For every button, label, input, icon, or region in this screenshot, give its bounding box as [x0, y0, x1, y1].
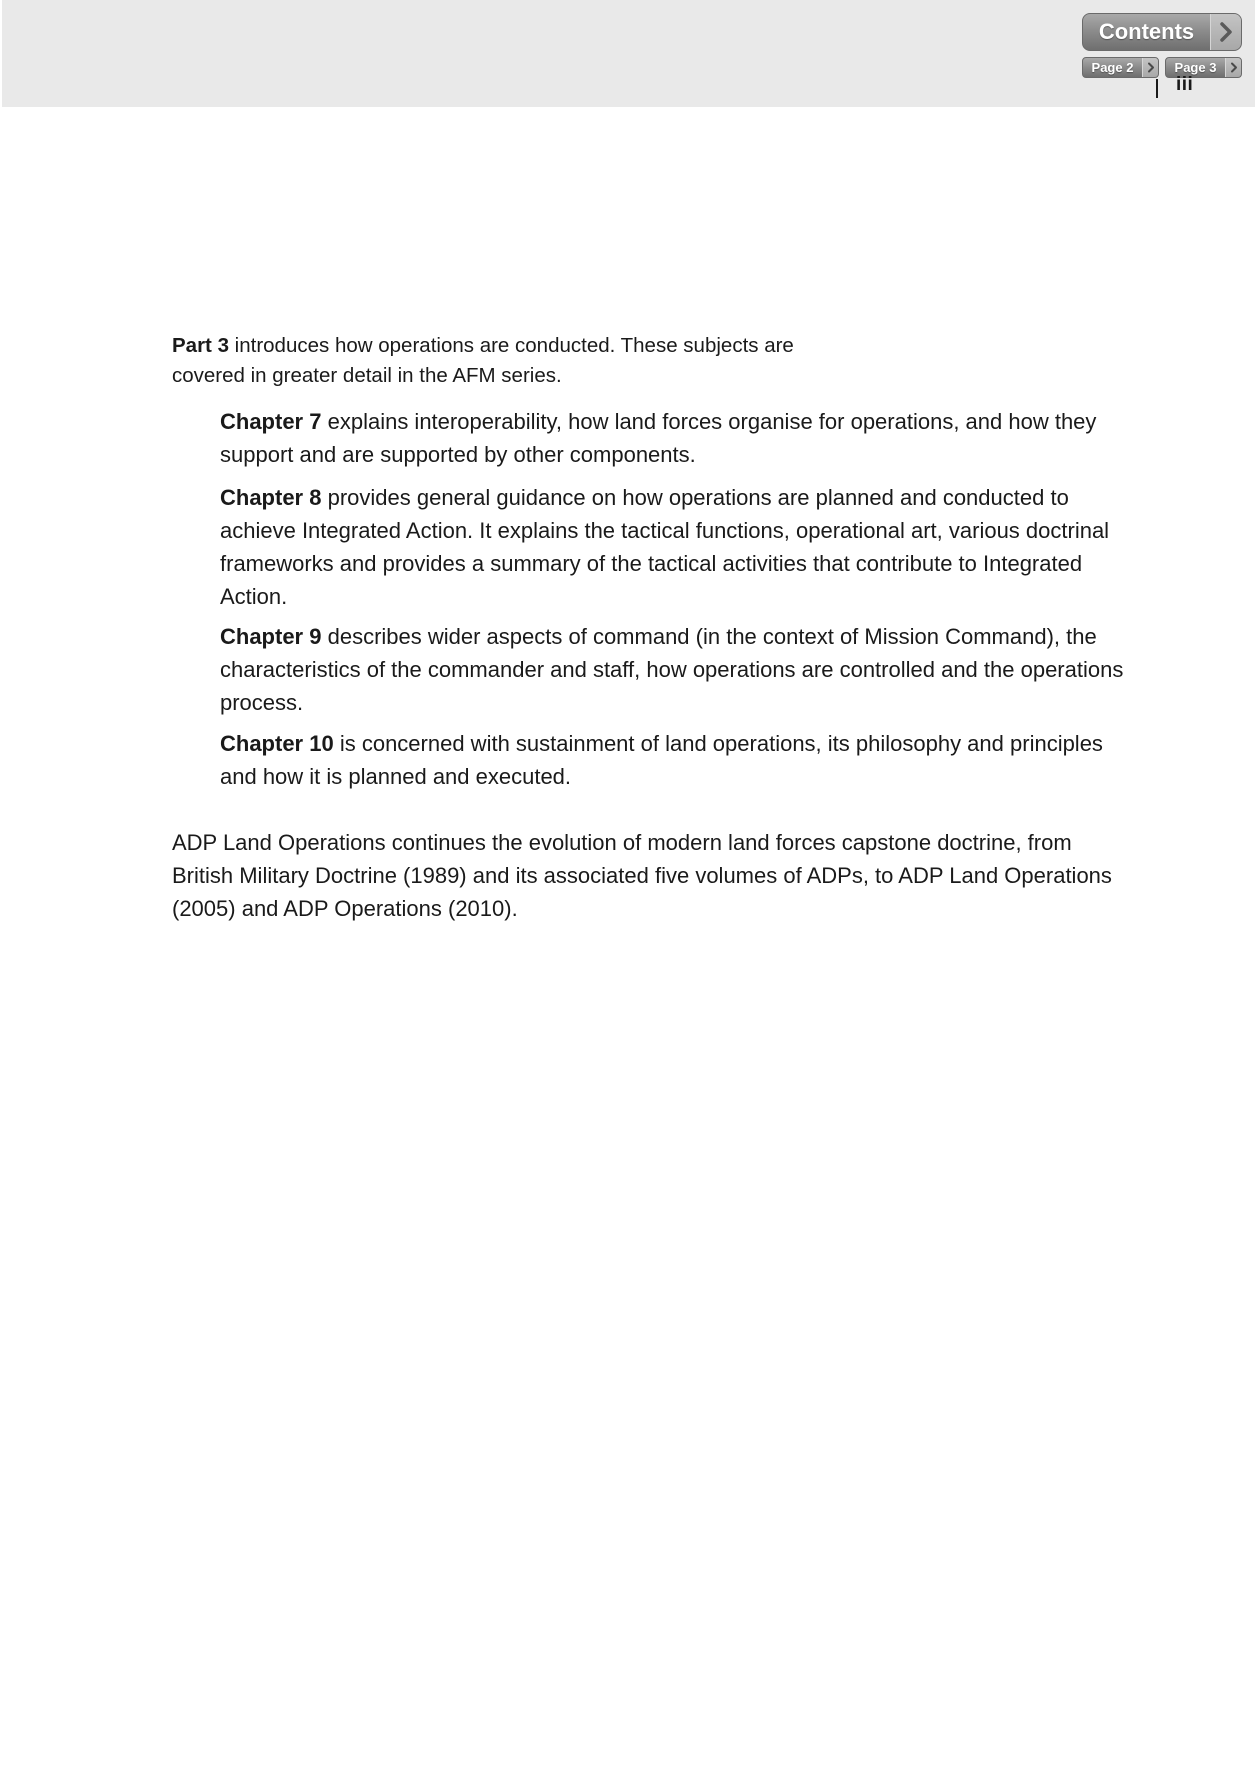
part-3-intro [172, 331, 872, 391]
chapter-8-text: provides general guidance on how operations are planned and conducted to achieve Integrated Action. It explains the tactical functions, operational art, various doctrinal frameworks and provides a summary of the tactical activities that contribute to Integrated Action. [220, 485, 1110, 609]
next-page-label: Page 3 [1174, 60, 1217, 75]
chevron-right-icon [1225, 58, 1241, 77]
page-number-divider [1156, 79, 1158, 98]
chapter-7-text: explains interoperability, how land forces organise for operations, and how they support and are supported by other components. [220, 409, 1097, 467]
chevron-right-icon [1142, 58, 1158, 77]
chapter-10-text: is concerned with sustainment of land operations, its philosophy and principles and how it is planned and executed. [220, 731, 1103, 789]
chapter-7-summary [220, 405, 1140, 471]
header-bar [2, 0, 1255, 107]
part-3-lead: Part 3 [172, 334, 229, 357]
chapter-8-lead: Chapter 8 [220, 485, 322, 510]
contents-button[interactable] [1082, 13, 1242, 51]
chapter-9-summary [220, 620, 1140, 719]
chapter-7-lead: Chapter 7 [220, 409, 322, 434]
page-number: iii [1176, 74, 1194, 95]
chapter-9-lead: Chapter 9 [220, 624, 322, 649]
chapter-10-lead: Chapter 10 [220, 731, 334, 756]
contents-button-label: Contents [1098, 19, 1195, 44]
part-3-text: introduces how operations are conducted. These subjects are covered in greater detail in the AFM series. [172, 334, 794, 387]
previous-page-button[interactable] [1082, 57, 1159, 78]
closing-paragraph: ADP Land Operations continues the evolution of modern land forces capstone doctrine, from British Military Doctrine (1989) and its associated five volumes of ADPs, to ADP Land Operations (2005) and ADP Operations (2010). [172, 830, 1112, 921]
chevron-right-icon [1210, 14, 1241, 50]
previous-page-label: Page 2 [1091, 60, 1134, 75]
chapter-9-text: describes wider aspects of command (in the context of Mission Command), the characteristics of the commander and staff, how operations are controlled and the operations process. [220, 624, 1124, 715]
chapter-10-summary [220, 727, 1140, 793]
chapter-8-summary [220, 481, 1140, 613]
